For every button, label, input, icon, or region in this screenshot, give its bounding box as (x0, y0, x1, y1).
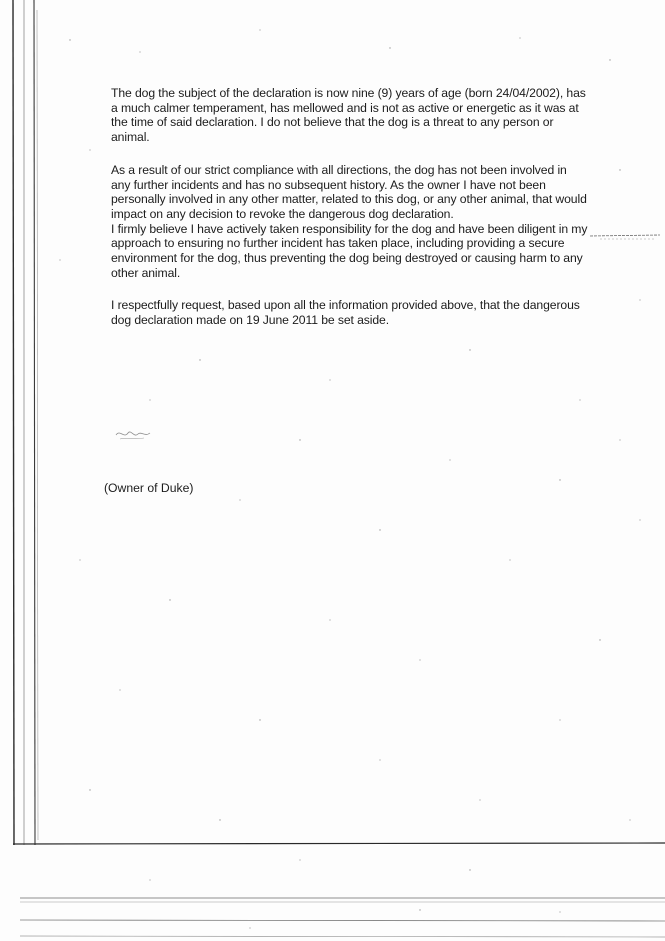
bottom-rule-main (13, 843, 665, 844)
paragraph-compliance: As a result of our strict compliance with all directions, the dog has not been involved in any further incidents and has no subsequent history. As the owner I have not been personally involved in any other matter, related to this dog, or any other animal, that would impact on any decision to revoke the dangerous dog declaration. (111, 162, 587, 221)
paragraph-dog-age: The dog the subject of the declaration is now nine (9) years of age (born 24/04/2002), has a much calmer temperament, has mellowed and is not as active or energetic as it was at the time of said declaration. I do not believe that the dog is a threat to any person or animal. (111, 86, 586, 145)
bottom-rule-lowest (20, 936, 665, 937)
declaration-body (111, 86, 589, 328)
right-scan-mark (590, 235, 660, 236)
signature-mark (114, 425, 154, 445)
left-margin-line-outer (13, 0, 14, 845)
bottom-rule-lower (20, 920, 665, 921)
owner-caption: (Owner of Duke) (104, 481, 194, 495)
paragraph-responsibility: I firmly believe I have actively taken responsibility for the dog and have been diligent in my approach to ensuring no further incident has taken place, including providing a secure environment for the dog, thus preventing the dog being destroyed or causing harm to any other animal. (111, 221, 588, 280)
paragraph-request: I respectfully request, based upon all the information provided above, that the dangerous dog declaration made on 19 June 2011 be set aside. (111, 298, 580, 328)
left-margin-line-shadow (37, 10, 38, 840)
left-margin-line-inner (34, 0, 35, 845)
